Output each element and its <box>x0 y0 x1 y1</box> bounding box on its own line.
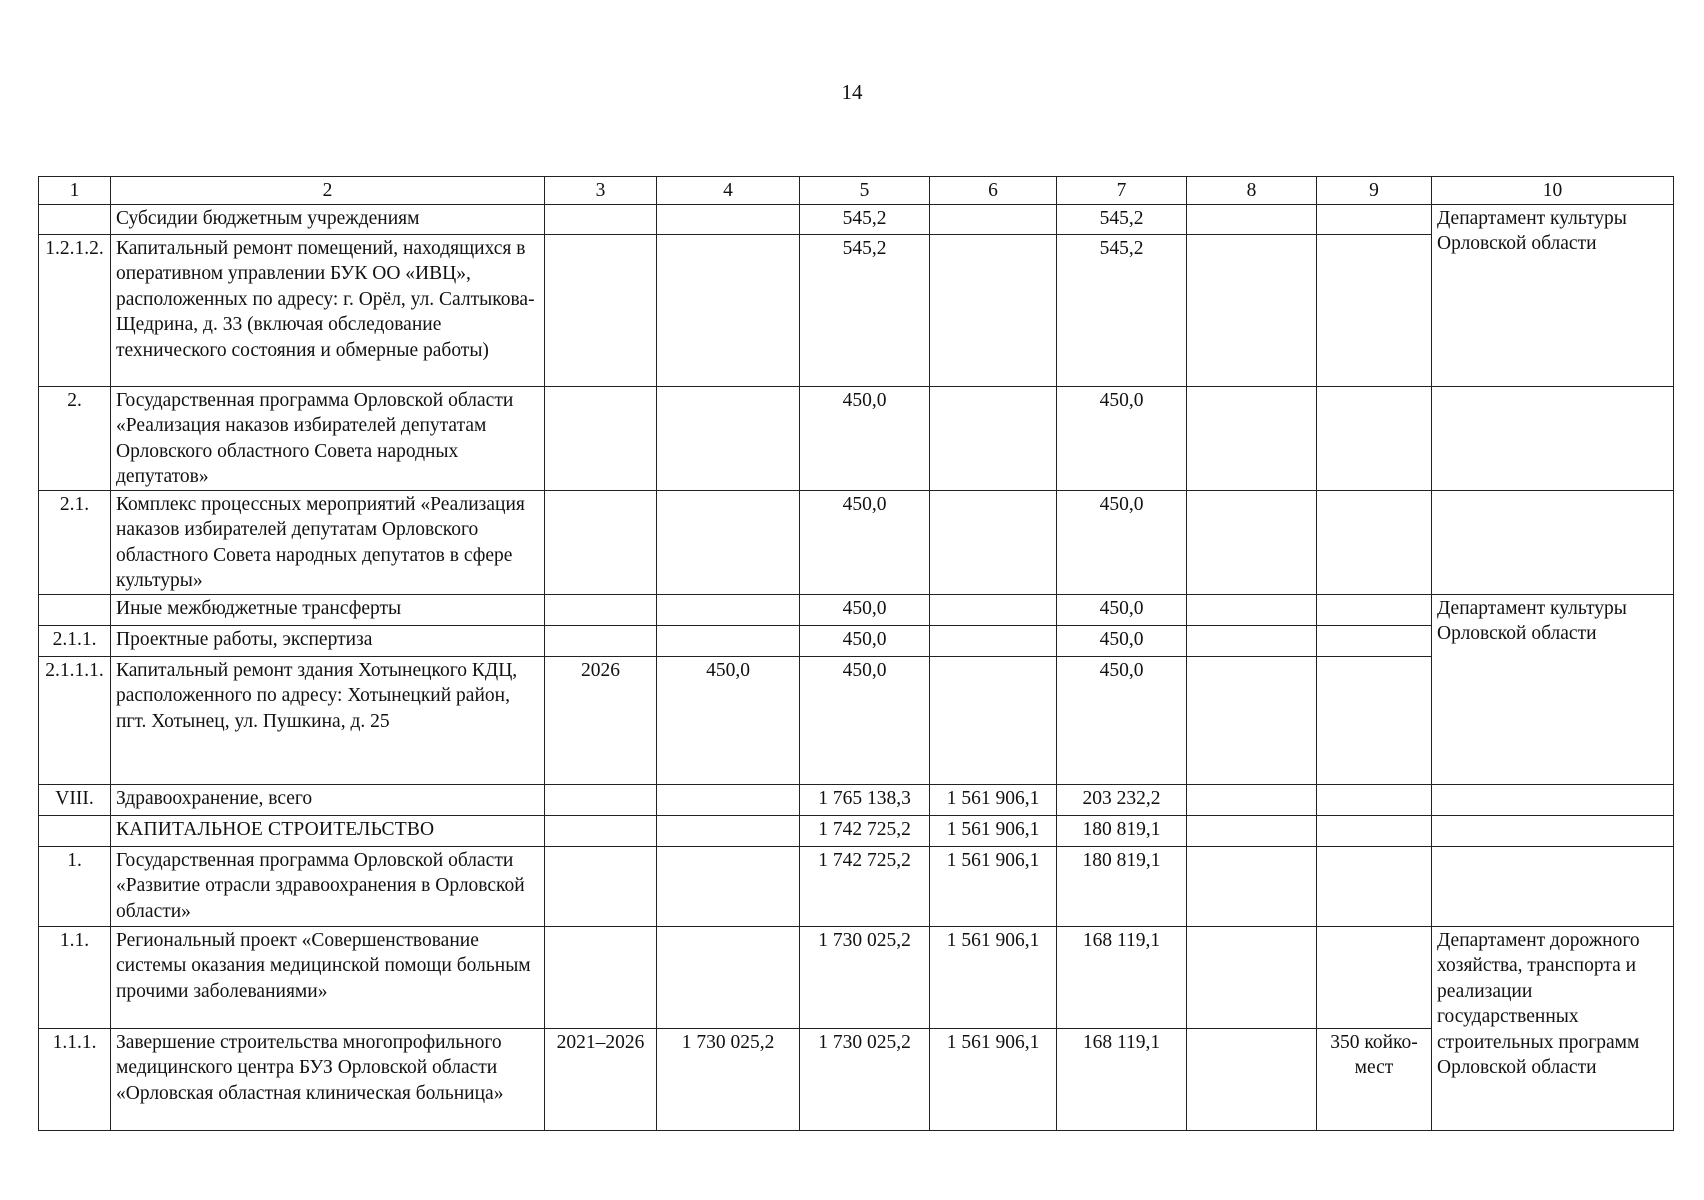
cell-col8 <box>1187 846 1317 926</box>
cell-col5: 450,0 <box>800 625 930 656</box>
table-row <box>39 815 1674 846</box>
cell-col9 <box>1317 594 1432 625</box>
cell-col9 <box>1317 784 1432 815</box>
row-number: 1.1. <box>39 926 111 1028</box>
cell-col5: 450,0 <box>800 594 930 625</box>
cell-col4 <box>657 784 800 815</box>
row-name: Завершение строительства многопрофильного медицинского центра БУЗ Орловской области «Орловская областная клиническая больница» <box>111 1028 545 1130</box>
cell-col5: 1 742 725,2 <box>800 815 930 846</box>
cell-col3 <box>545 815 657 846</box>
row-number: 2.1.1.1. <box>39 656 111 784</box>
cell-col6: 1 561 906,1 <box>930 784 1057 815</box>
table-row <box>39 594 1674 625</box>
cell-col8 <box>1187 204 1317 234</box>
cell-col3 <box>545 204 657 234</box>
header-cell: 3 <box>545 177 657 205</box>
cell-col7: 168 119,1 <box>1057 1028 1187 1130</box>
row-name: Здравоохранение, всего <box>111 784 545 815</box>
table-row <box>39 204 1674 234</box>
cell-col8 <box>1187 784 1317 815</box>
cell-col8 <box>1187 625 1317 656</box>
cell-col4 <box>657 386 800 490</box>
cell-col8 <box>1187 234 1317 386</box>
cell-col3 <box>545 846 657 926</box>
responsible-cell <box>1432 386 1674 490</box>
cell-col7: 168 119,1 <box>1057 926 1187 1028</box>
cell-col5: 545,2 <box>800 204 930 234</box>
responsible-cell <box>1432 784 1674 815</box>
header-cell: 5 <box>800 177 930 205</box>
cell-col9 <box>1317 490 1432 594</box>
row-number: 2. <box>39 386 111 490</box>
header-cell: 7 <box>1057 177 1187 205</box>
cell-col9 <box>1317 926 1432 1028</box>
row-number: 1.2.1.2. <box>39 234 111 386</box>
cell-col5: 450,0 <box>800 386 930 490</box>
cell-col5: 1 730 025,2 <box>800 1028 930 1130</box>
row-name: Государственная программа Орловской области «Развитие отрасли здравоохранения в Орловской области» <box>111 846 545 926</box>
header-cell: 1 <box>39 177 111 205</box>
cell-col7: 450,0 <box>1057 656 1187 784</box>
page-number: 14 <box>841 80 863 104</box>
cell-col3 <box>545 490 657 594</box>
cell-col7: 180 819,1 <box>1057 846 1187 926</box>
cell-col9 <box>1317 656 1432 784</box>
cell-col8 <box>1187 1028 1317 1130</box>
row-number: 1. <box>39 846 111 926</box>
cell-col7: 450,0 <box>1057 386 1187 490</box>
cell-col4: 450,0 <box>657 656 800 784</box>
table-row <box>39 656 1674 784</box>
cell-col3 <box>545 625 657 656</box>
header-cell: 4 <box>657 177 800 205</box>
row-name: Капитальный ремонт здания Хотынецкого КДЦ, расположенного по адресу: Хотынецкий район, пгт. Хотынец, ул. Пушкина, д. 25 <box>111 656 545 784</box>
cell-col7: 545,2 <box>1057 234 1187 386</box>
cell-col7: 203 232,2 <box>1057 784 1187 815</box>
cell-col3 <box>545 784 657 815</box>
responsible-cell <box>1432 846 1674 926</box>
cell-col6 <box>930 234 1057 386</box>
header-cell: 9 <box>1317 177 1432 205</box>
responsible-cell <box>1432 815 1674 846</box>
table-row <box>39 846 1674 926</box>
cell-col5: 545,2 <box>800 234 930 386</box>
row-number: 1.1.1. <box>39 1028 111 1130</box>
responsible-cell: Департамент культуры Орловской области <box>1432 594 1674 784</box>
cell-col6: 1 561 906,1 <box>930 926 1057 1028</box>
cell-col6: 1 561 906,1 <box>930 846 1057 926</box>
header-cell: 6 <box>930 177 1057 205</box>
cell-col4: 1 730 025,2 <box>657 1028 800 1130</box>
responsible-cell: Департамент культуры Орловской области <box>1432 204 1674 386</box>
cell-col8 <box>1187 815 1317 846</box>
cell-col4 <box>657 204 800 234</box>
row-name: Комплекс процессных мероприятий «Реализация наказов избирателей депутатам Орловского областного Совета народных депутатов в сфере культуры» <box>111 490 545 594</box>
cell-col6: 1 561 906,1 <box>930 1028 1057 1130</box>
cell-col4 <box>657 926 800 1028</box>
responsible-cell: Департамент дорожного хозяйства, транспорта и реализации государственных строительных программ Орловской области <box>1432 926 1674 1130</box>
header-cell: 8 <box>1187 177 1317 205</box>
cell-col5: 450,0 <box>800 656 930 784</box>
row-name: Субсидии бюджетным учреждениям <box>111 204 545 234</box>
table-row <box>39 625 1674 656</box>
budget-table <box>38 176 1674 1131</box>
cell-col8 <box>1187 490 1317 594</box>
row-number <box>39 815 111 846</box>
table-row <box>39 1028 1674 1130</box>
cell-col7: 450,0 <box>1057 490 1187 594</box>
cell-col7: 450,0 <box>1057 594 1187 625</box>
cell-col5: 1 742 725,2 <box>800 846 930 926</box>
cell-col3: 2021–2026 <box>545 1028 657 1130</box>
cell-col3: 2026 <box>545 656 657 784</box>
cell-col5: 1 765 138,3 <box>800 784 930 815</box>
row-name: Иные межбюджетные трансферты <box>111 594 545 625</box>
cell-col3 <box>545 234 657 386</box>
cell-col3 <box>545 386 657 490</box>
table-row <box>39 926 1674 1028</box>
cell-col5: 450,0 <box>800 490 930 594</box>
row-name: Региональный проект «Совершенствование системы оказания медицинской помощи больным прочими заболеваниями» <box>111 926 545 1028</box>
cell-col4 <box>657 594 800 625</box>
cell-col9: 350 койко-мест <box>1317 1028 1432 1130</box>
cell-col6 <box>930 386 1057 490</box>
cell-col4 <box>657 234 800 386</box>
row-number: 2.1.1. <box>39 625 111 656</box>
cell-col9 <box>1317 625 1432 656</box>
cell-col4 <box>657 490 800 594</box>
responsible-cell <box>1432 490 1674 594</box>
cell-col6 <box>930 490 1057 594</box>
row-name: Государственная программа Орловской области «Реализация наказов избирателей депутатам Орловского областного Совета народных депутатов» <box>111 386 545 490</box>
row-name: Проектные работы, экспертиза <box>111 625 545 656</box>
cell-col5: 1 730 025,2 <box>800 926 930 1028</box>
header-cell: 10 <box>1432 177 1674 205</box>
cell-col9 <box>1317 815 1432 846</box>
cell-col8 <box>1187 926 1317 1028</box>
row-number <box>39 204 111 234</box>
cell-col6: 1 561 906,1 <box>930 815 1057 846</box>
table-row <box>39 386 1674 490</box>
cell-col6 <box>930 656 1057 784</box>
row-number: VIII. <box>39 784 111 815</box>
row-number: 2.1. <box>39 490 111 594</box>
row-name: КАПИТАЛЬНОЕ СТРОИТЕЛЬСТВО <box>111 815 545 846</box>
cell-col8 <box>1187 594 1317 625</box>
cell-col9 <box>1317 234 1432 386</box>
cell-col4 <box>657 815 800 846</box>
cell-col6 <box>930 625 1057 656</box>
cell-col7: 450,0 <box>1057 625 1187 656</box>
cell-col8 <box>1187 656 1317 784</box>
cell-col9 <box>1317 386 1432 490</box>
cell-col7: 545,2 <box>1057 204 1187 234</box>
cell-col7: 180 819,1 <box>1057 815 1187 846</box>
row-name: Капитальный ремонт помещений, находящихся в оперативном управлении БУК ОО «ИВЦ», расположенных по адресу: г. Орёл, ул. Салтыкова-Щедрина, д. 33 (включая обследование технического состояния и обмерные работы) <box>111 234 545 386</box>
cell-col6 <box>930 594 1057 625</box>
cell-col6 <box>930 204 1057 234</box>
table-row <box>39 234 1674 386</box>
cell-col4 <box>657 846 800 926</box>
header-cell: 2 <box>111 177 545 205</box>
table-row <box>39 490 1674 594</box>
header-row <box>39 177 1674 205</box>
row-number <box>39 594 111 625</box>
table-row <box>39 784 1674 815</box>
cell-col3 <box>545 926 657 1028</box>
cell-col3 <box>545 594 657 625</box>
cell-col8 <box>1187 386 1317 490</box>
cell-col9 <box>1317 846 1432 926</box>
cell-col4 <box>657 625 800 656</box>
cell-col9 <box>1317 204 1432 234</box>
